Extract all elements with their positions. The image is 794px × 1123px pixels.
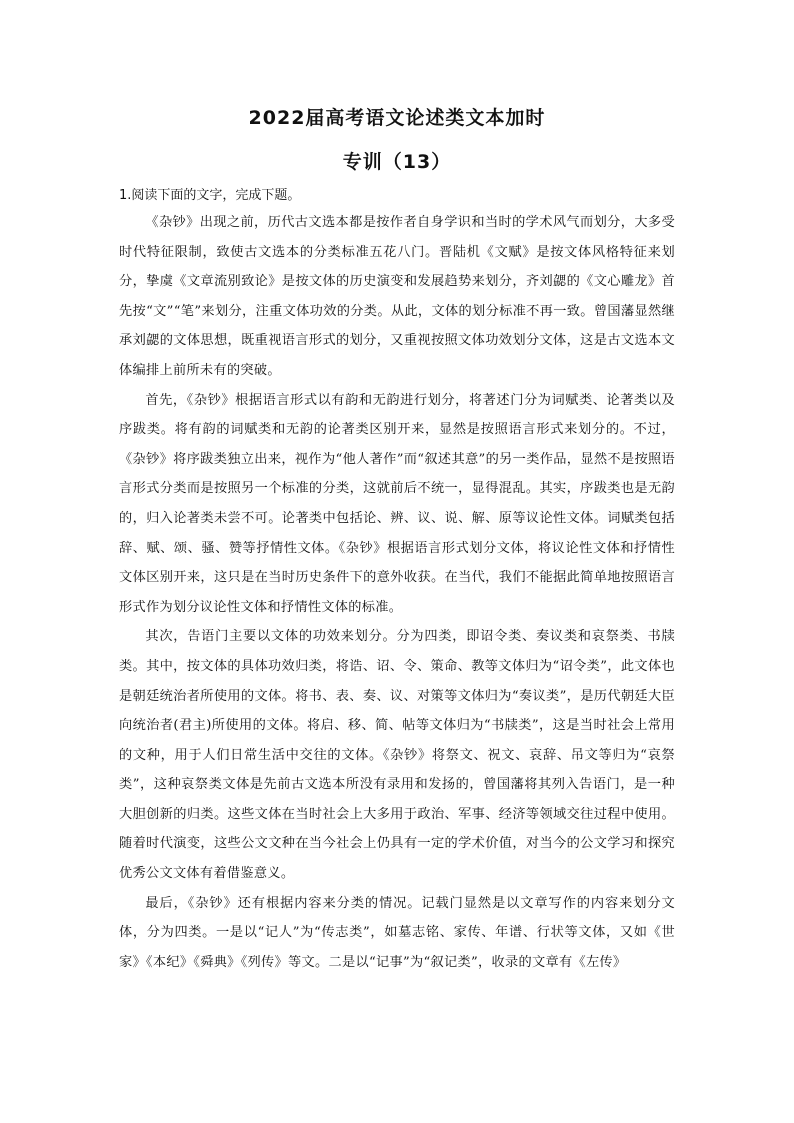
paragraph: 首先，《杂钞》根据语言形式以有韵和无韵进行划分，将著述门分为词赋类、论著类以及序跋类。将有韵的词赋类和无韵的论著类区别开来，显然是按照语言形式来划分的。不过，《杂钞》将序跋类独立出来，视作为“他人著作”而“叙述其意”的另一类作品，显然不是按照语言形式分类而是按照另一个标准的分类，这就前后不统一，显得混乱。其实，序跋类也是无韵的，归入论著类未尝不可。论著类中包括论、辨、议、说、解、原等议论性文体。词赋类包括辞、赋、颂、骚、赞等抒情性文体。《杂钞》根据语言形式划分文体，将议论性文体和抒情性文体区别开来，这只是在当时历史条件下的意外收获。在当代，我们不能据此简单地按照语言形式作为划分议论性文体和抒情性文体的标准。 xyxy=(119,392,675,615)
document-subtitle: 专训（13） xyxy=(342,151,452,173)
paragraph: 最后，《杂钞》还有根据内容来分类的情况。记载门显然是以文章写作的内容来划分文体，分为四类。一是以“记人”为“传志类”，如墓志铭、家传、年谱、行状等文体，又如《世家》《本纪》《舜典》《列传》等文。二是以“记事”为“叙记类”，收录的文章有《左传》 xyxy=(119,895,675,970)
paragraph: 《杂钞》出现之前，历代古文选本都是按作者自身学识和当时的学术风气而划分，大多受时代特征限制，致使古文选本的分类标准五花八门。晋陆机《文赋》是按文体风格特征来划分，挚虞《文章流别致论》是按文体的历史演变和发展趋势来划分，齐刘勰的《文心雕龙》首先按“文”“笔”来划分，注重文体功效的分类。从此，文体的划分标准不再一致。曾国藩显然继承刘勰的文体思想，既重视语言形式的划分，又重视按照文体功效划分文体，这是古文选本文体编排上前所未有的突破。 xyxy=(119,215,675,378)
document-title: 2022届高考语文论述类文本加时 xyxy=(248,107,546,129)
paragraph: 其次，告语门主要以文体的功效来划分。分为四类，即诏令类、奏议类和哀祭类、书牍类。其中，按文体的具体功效归类，将诰、诏、令、策命、教等文体归为“诏令类”，此文体也是朝廷统治者所使用的文体。将书、表、奏、议、对策等文体归为“奏议类”，是历代朝廷大臣向统治者(君主)所使用的文体。将启、移、简、帖等文体归为“书牍类”，这是当时社会上常用的文种，用于人们日常生活中交往的文体。《杂钞》将祭文、祝文、哀辞、吊文等归为“哀祭类”，这种哀祭类文体是先前古文选本所没有录用和发扬的，曾国藩将其列入告语门，是一种大胆创新的归类。这些文体在当时社会上大多用于政治、军事、经济等领域交往过程中使用。随着时代演变，这些公文文种在当今社会上仍具有一定的学术价值，对当今的公文学习和探究优秀公文文体有着借鉴意义。 xyxy=(119,629,675,882)
passage-body xyxy=(119,208,675,977)
question-prompt: 1.阅读下面的文字，完成下题。 xyxy=(119,188,301,203)
